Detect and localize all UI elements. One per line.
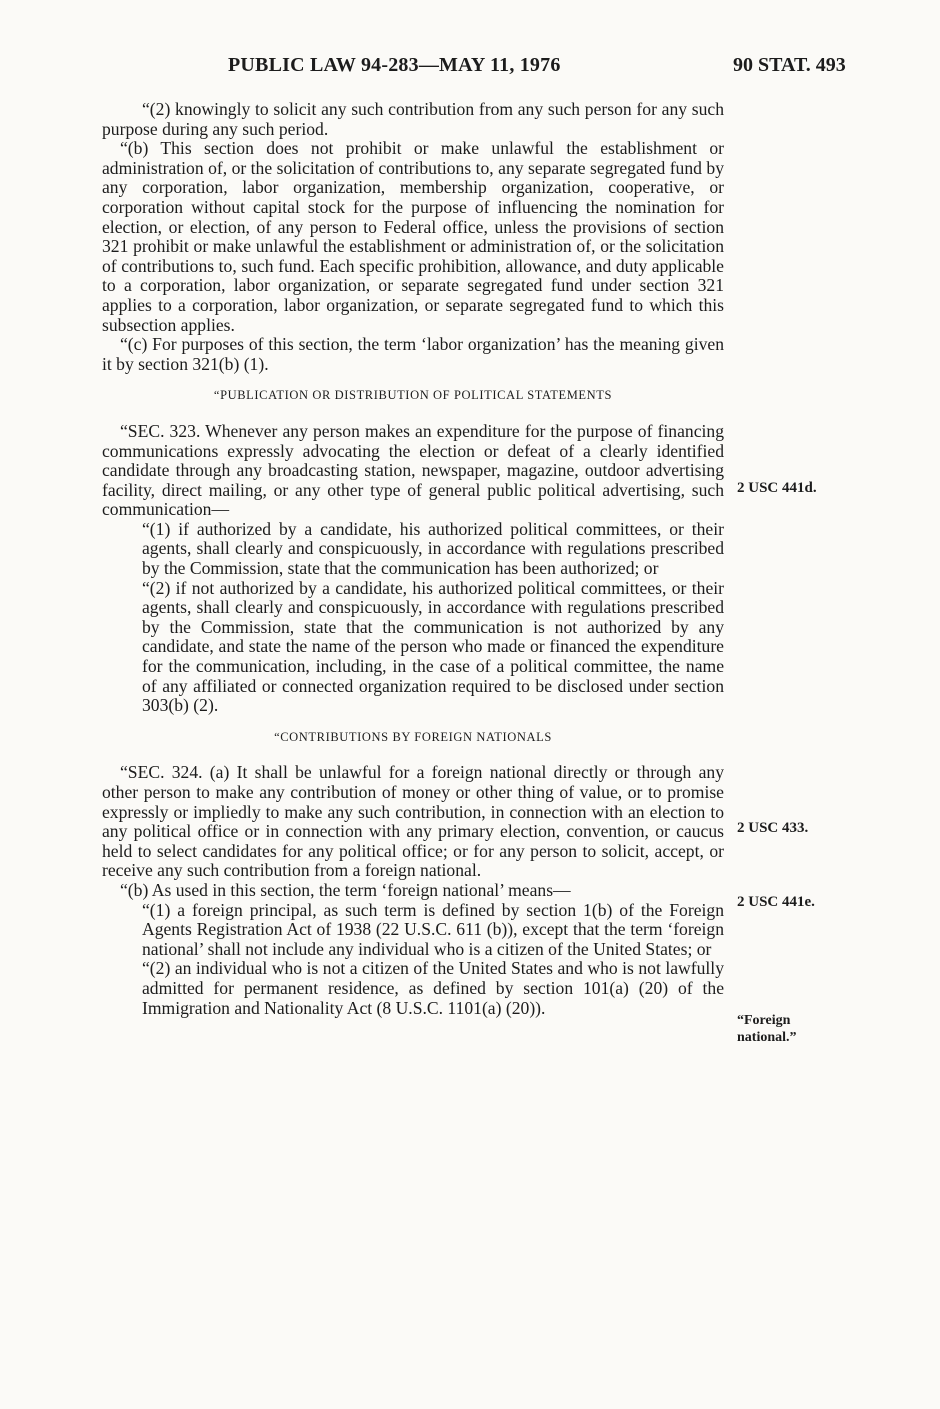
margin-note-441d: 2 USC 441d. [737,480,817,496]
page-header-stat-ref: 90 STAT. 493 [733,54,846,76]
paragraph-sec-324a: “SEC. 324. (a) It shall be unlawful for a foreign national directly or through any other person to make any contribution of money or other thing of value, or to promise expressly or impliedly to make any such contribution, in connection with an election to any political office or in connection with any primary election, convention, or caucus held to select candidates for any political office; or for any person to solicit, accept, or receive any such contribution from a foreign national. [102,762,724,881]
body-text [102,100,724,1018]
margin-note-441e: 2 USC 441e. [737,894,815,910]
section-heading-publication: “PUBLICATION OR DISTRIBUTION OF POLITICAL STATEMENTS [213,388,613,403]
paragraph-b: “(b) This section does not prohibit or make unlawful the establishment or administration of, or the solicitation of contributions to, any separate segregated fund by any corporation, labor organization, membership organization, cooperative, or corporation without capital stock for the purpose of influencing the nomination for election, or election, of any person to Federal office, unless the provisions of section 321 prohibit or make unlawful the establishment or administration of, or the solicitation of contributions to, such fund. Each specific prohibition, allowance, and duty applicable to a corporation, labor organization, or separate segregated fund under section 321 applies to a corporation, labor organization, or separate segregated fund to which this subsection applies. [102,138,724,335]
paragraph-c: “(c) For purposes of this section, the term ‘labor organization’ has the meaning given it by section 321(b) (1). [102,334,724,374]
paragraph-324b-2: “(2) an individual who is not a citizen of the United States and who is not lawfully admitted for permanent residence, as defined by section 101(a) (20) of the Immigration and Nationality Act (8 U.S.C. 1101(a) (20)). [142,958,724,1018]
paragraph-324b-1: “(1) a foreign principal, as such term is defined by section 1(b) of the Foreign Agents Registration Act of 1938 (22 U.S.C. 611 (b)), except that the term ‘foreign national’ shall not include any individual who is a citizen of the United States; or [142,899,724,959]
page-header-title: PUBLIC LAW 94-283—MAY 11, 1976 [228,54,561,76]
paragraph-324b: “(b) As used in this section, the term ‘foreign national’ means— [120,879,571,900]
paragraph-323-2: “(2) if not authorized by a candidate, his authorized political committees, or their agents, shall clearly and conspicuously, in accordance with regulations prescribed by the Commission, state that the communication is not authorized by any candidate, and state the name of the person who made or financed the expenditure for the communication, including, in the case of a political committee, the name of any affiliated or connected organization required to be disclosed under section 303(b) (2). [142,577,724,716]
margin-note-foreign-national: “Foreign national.” [737,1013,797,1045]
paragraph-a2: “(2) knowingly to solicit any such contribution from any such person for any such purpose during any such period. [102,99,724,139]
paragraph-323-1: “(1) if authorized by a candidate, his authorized political committees, or their agents, shall clearly and conspicuously, in accordance with regulations prescribed by the Commission, state that the communication has been authorized; or [142,518,724,579]
margin-note-433: 2 USC 433. [737,820,809,836]
paragraph-sec-323: “SEC. 323. Whenever any person makes an expenditure for the purpose of financing communications expressly advocating the election or defeat of a clearly identified candidate through any broadcasting station, newspaper, magazine, outdoor advertising facility, direct mailing, or any other type of general public political advertising, such communication— [102,420,724,520]
section-heading-foreign: “CONTRIBUTIONS BY FOREIGN NATIONALS [274,729,552,744]
